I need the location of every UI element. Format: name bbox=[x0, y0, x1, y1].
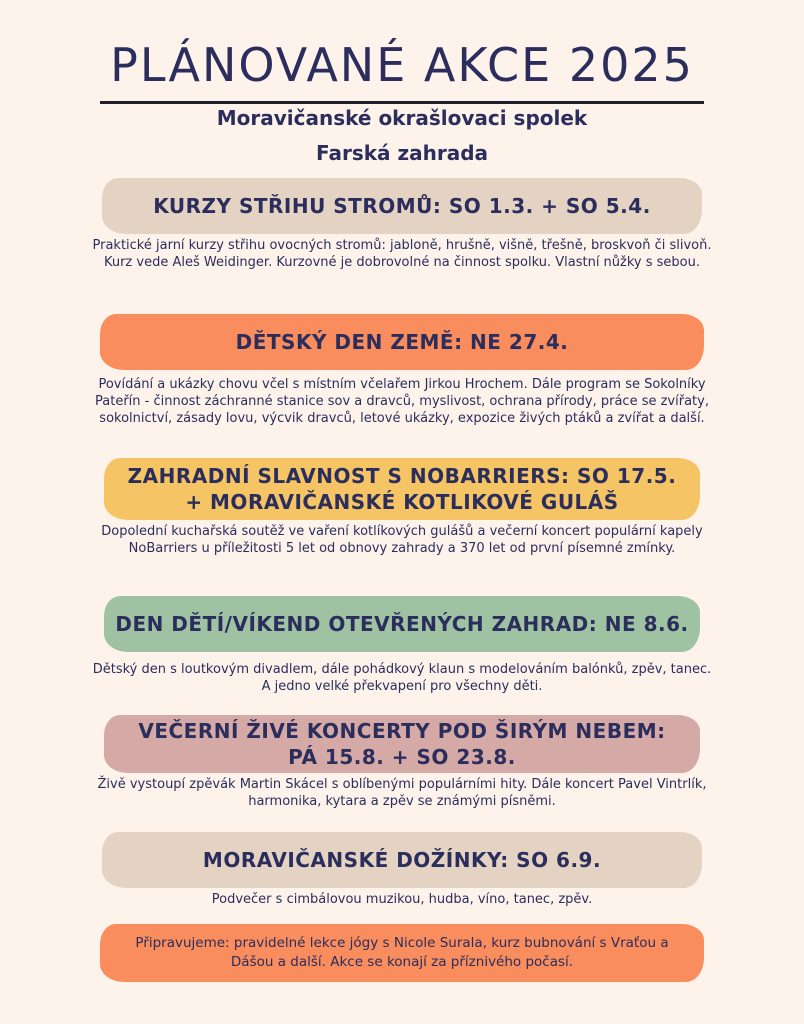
upcoming-note-text: Připravujeme: pravidelné lekce jógy s Nicole Surala, kurz bubnování s Vraťou a Dášou a další. Akce se konají za příznivého počasí. bbox=[135, 935, 669, 970]
event-description-tree-pruning: Praktické jarní kurzy střihu ovocných stromů: jabloně, hrušně, višně, třešně, broskvoň či slivoň. Kurz vede Aleš Weidinger. Kurzovné je dobrovolné na činnost spolku. Vlastní nůžky s sebou. bbox=[92, 238, 712, 270]
event-heading-line: PÁ 15.8. + SO 23.8. bbox=[288, 745, 516, 769]
event-heading-line: ZAHRADNÍ SLAVNOST S NOBARRIERS: SO 17.5. bbox=[127, 464, 677, 488]
event-heading-line: DĚTSKÝ DEN ZEMĚ: NE 27.4. bbox=[235, 330, 569, 354]
event-heading-line: DEN DĚTÍ/VÍKEND OTEVŘENÝCH ZAHRAD: NE 8.6. bbox=[115, 612, 689, 636]
page-title: PLÁNOVANÉ AKCE 2025 bbox=[110, 38, 694, 92]
event-heading-evening-concerts bbox=[104, 715, 700, 773]
event-heading-line: KURZY STŘIHU STROMŮ: SO 1.3. + SO 5.4. bbox=[153, 194, 651, 218]
organizer-name: Moravičanské okrašlovaci spolek bbox=[216, 106, 588, 130]
event-heading-line: MORAVIČANSKÉ DOŽÍNKY: SO 6.9. bbox=[202, 848, 602, 872]
event-description-earth-day: Povídání a ukázky chovu včel s místním včelařem Jirkou Hrochem. Dále program se Sokolníky Pateřín - činnost záchranné stanice sov a dravců, myslivost, ochrana přírody, práce se zvířaty, sokolnictví, zásady lovu, výcvik dravců, letové ukázky, expozice živých ptáků a zvířat a další. bbox=[95, 377, 709, 426]
event-heading-open-gardens bbox=[104, 596, 700, 652]
event-heading-line: VEČERNÍ ŽIVÉ KONCERTY POD ŠIRÝM NEBEM: bbox=[138, 719, 666, 743]
title-underline bbox=[100, 101, 704, 104]
event-heading-tree-pruning bbox=[102, 178, 702, 234]
event-heading-earth-day bbox=[100, 314, 704, 370]
event-heading-harvest-festival bbox=[102, 832, 702, 888]
event-description-evening-concerts: Živě vystoupí zpěvák Martin Skácel s oblíbenými populárními hity. Dále koncert Pavel Vintrlík, harmonika, kytara a zpěv se známými písněmi. bbox=[97, 777, 707, 809]
venue-name: Farská zahrada bbox=[315, 141, 489, 165]
event-heading-line: + MORAVIČANSKÉ KOTLIKOVÉ GULÁŠ bbox=[185, 490, 619, 514]
event-heading-garden-festival bbox=[104, 458, 700, 520]
upcoming-note bbox=[100, 924, 704, 982]
event-description-garden-festival: Dopolední kuchařská soutěž ve vaření kotlíkových gulášů a večerní koncert populární kapely NoBarriers u příležitosti 5 let od obnovy zahrady a 370 let od první písemné zmínky. bbox=[101, 524, 703, 556]
event-description-open-gardens: Dětský den s loutkovým divadlem, dále pohádkový klaun s modelováním balónků, zpěv, tanec. A jedno velké překvapení pro všechny děti. bbox=[92, 662, 712, 694]
event-description-harvest-festival: Podvečer s cimbálovou muzikou, hudba, víno, tanec, zpěv. bbox=[211, 892, 593, 907]
